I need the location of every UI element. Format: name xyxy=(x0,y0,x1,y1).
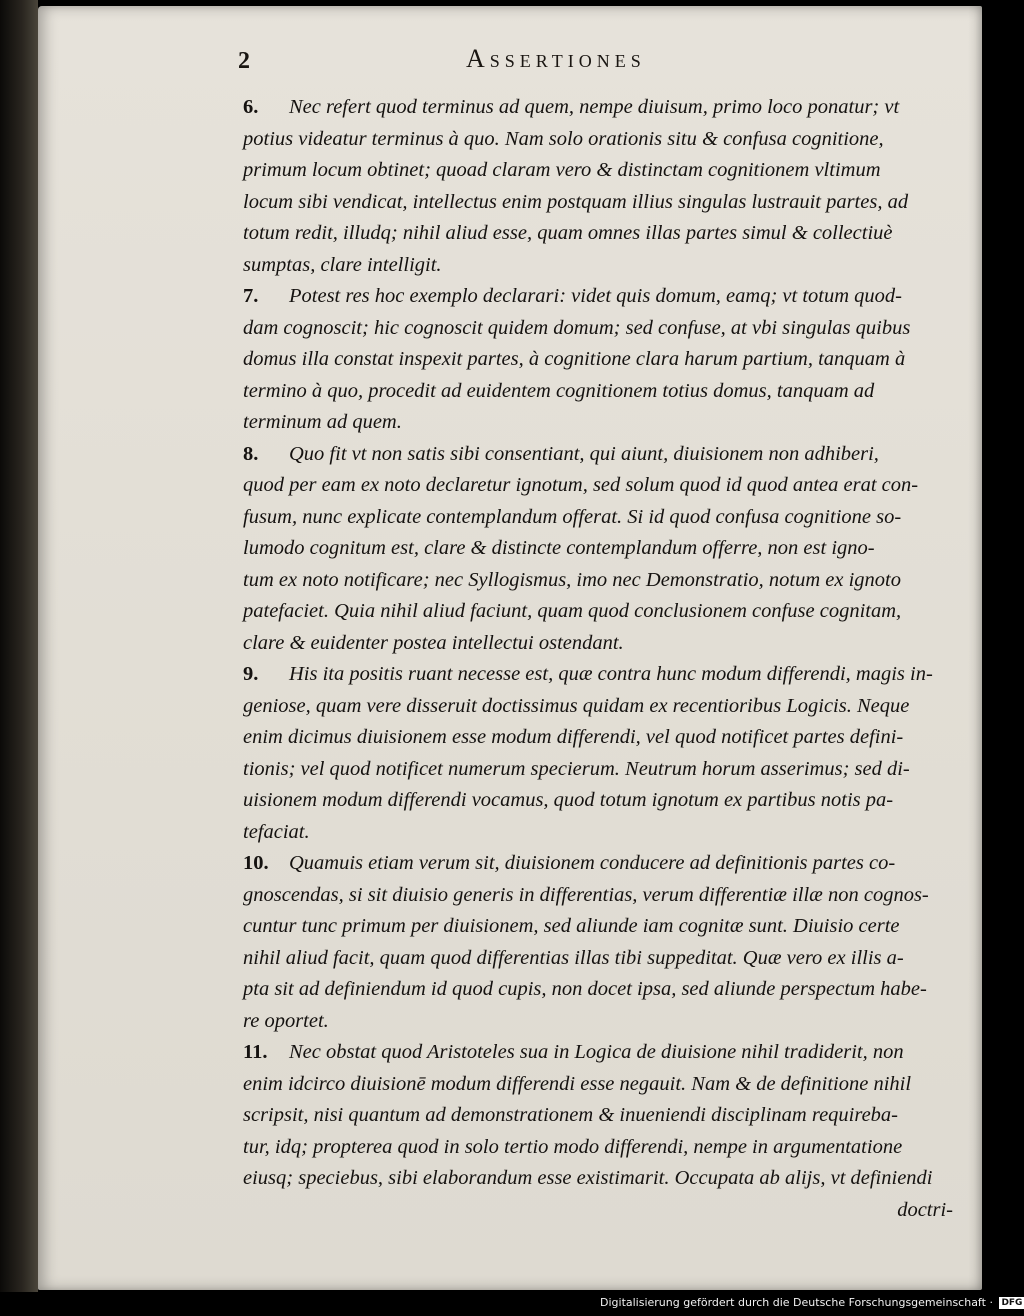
digitization-credit xyxy=(600,1294,1023,1312)
paragraph-9 xyxy=(243,659,963,848)
body-text xyxy=(243,92,963,1226)
text-line: totum redit, illudq; nihil aliud esse, quam omnes illas partes simul & collectiuè xyxy=(243,222,893,244)
text-line: domus illa constat inspexit partes, à cognitione clara harum partium, tanquam à xyxy=(243,348,906,370)
text-line: patefaciet. Quia nihil aliud faciunt, quam quod conclusionem confuse cognitam, xyxy=(243,600,902,622)
paragraph-10 xyxy=(243,848,963,1037)
text-line: quod per eam ex noto declaretur ignotum, sed solum quod id quod antea erat con- xyxy=(243,474,919,496)
running-head xyxy=(38,44,982,84)
catchword: doctri- xyxy=(897,1198,953,1221)
text-line: sumptas, clare intelligit. xyxy=(243,253,442,276)
text-line: tum ex noto notificare; nec Syllogismus, imo nec Demonstratio, notum ex ignoto xyxy=(243,568,901,591)
text-line: 8. Quo fit vt non satis sibi consentiant, qui aiunt, diuisionem non adhiberi, xyxy=(243,439,963,471)
paragraph-number: 7. xyxy=(243,285,259,307)
text-line: uisionem modum differendi vocamus, quod totum ignotum ex partibus notis pa- xyxy=(243,789,894,811)
separator-dot: · xyxy=(989,1296,997,1309)
text-line: dam cognoscit; hic cognoscit quidem domum; sed confuse, at vbi singulas quibus xyxy=(243,316,911,339)
paragraph-7 xyxy=(243,281,963,439)
running-title: Assertiones xyxy=(466,44,646,73)
book-edge xyxy=(0,0,38,1292)
text-line: 11. Nec obstat quod Aristoteles sua in Logica de diuisione nihil tradiderit, non xyxy=(243,1037,963,1069)
dfg-logo: DFG xyxy=(1001,1298,1023,1308)
text-line: cuntur tunc primum per diuisionem, sed aliunde iam cognitæ sunt. Diuisio certe xyxy=(243,915,900,937)
text-line: 7. Potest res hoc exemplo declarari: videt quis domum, eamq; vt totum quod- xyxy=(243,281,963,313)
paragraph-11 xyxy=(243,1037,963,1195)
text-line: eiusq; speciebus, sibi elaborandum esse existimarit. Occupata ab alijs, vt definiendi xyxy=(243,1167,933,1189)
text-line: locum sibi vendicat, intellectus enim postquam illius singulas lustrauit partes, ad xyxy=(243,190,909,213)
text-line: nihil aliud facit, quam quod differentias illas tibi suppeditat. Quæ vero ex illis a- xyxy=(243,946,904,969)
credit-text: Digitalisierung gefördert durch die Deutsche Forschungsgemeinschaft xyxy=(600,1296,986,1309)
paragraph-number: 10. xyxy=(243,852,269,874)
text-line: tefaciat. xyxy=(243,820,310,843)
text-line: enim dicimus diuisionem esse modum differendi, vel quod notificet partes defini- xyxy=(243,726,904,748)
text-line: fusum, nunc explicate contemplandum offerat. Si id quod confusa cognitione so- xyxy=(243,505,902,528)
text-line: lumodo cognitum est, clare & distincte contemplandum offerre, non est igno- xyxy=(243,537,875,559)
text-line: 6. Nec refert quod terminus ad quem, nempe diuisum, primo loco ponatur; vt xyxy=(243,92,963,124)
text-line: tionis; vel quod notificet numerum specierum. Neutrum horum asserimus; sed di- xyxy=(243,757,910,780)
text-line: gnoscendas, si sit diuisio generis in differentias, verum differentiæ illæ non cognos- xyxy=(243,883,929,906)
text-line: 9. His ita positis ruant necesse est, quæ contra hunc modum differendi, magis in- xyxy=(243,659,963,691)
text-line: geniose, quam vere disseruit doctissimus quidam ex recentioribus Logicis. Neque xyxy=(243,694,910,717)
text-line: terminum ad quem. xyxy=(243,411,402,433)
text-line: tur, idq; propterea quod in solo tertio modo differendi, nempe in argumentatione xyxy=(243,1135,903,1158)
text-line: potius videatur terminus à quo. Nam solo orationis situ & confusa cognitione, xyxy=(243,127,884,150)
text-line: 10. Quamuis etiam verum sit, diuisionem conducere ad definitionis partes co- xyxy=(243,848,963,880)
paragraph-number: 8. xyxy=(243,442,259,465)
page-number: 2 xyxy=(238,48,250,74)
paragraph-number: 11. xyxy=(243,1041,268,1063)
book-page xyxy=(38,6,982,1290)
text-line: scripsit, nisi quantum ad demonstrationem & inueniendi disciplinam requireba- xyxy=(243,1104,899,1126)
paragraph-number: 6. xyxy=(243,96,259,118)
paragraph-8 xyxy=(243,439,963,660)
text-line: clare & euidenter postea intellectui ostendant. xyxy=(243,631,624,654)
text-line: re oportet. xyxy=(243,1009,329,1032)
text-line: termino à quo, procedit ad euidentem cognitionem totius domus, tanquam ad xyxy=(243,379,875,402)
text-line: pta sit ad definiendum id quod cupis, non docet ipsa, sed aliunde perspectum habe- xyxy=(243,978,927,1000)
text-line: enim idcirco diuisionē modum differendi esse negauit. Nam & de definitione nihil xyxy=(243,1072,912,1095)
paragraph-number: 9. xyxy=(243,663,259,685)
paragraph-6 xyxy=(243,92,963,281)
text-line: primum locum obtinet; quoad claram vero & distinctam cognitionem vltimum xyxy=(243,159,881,181)
